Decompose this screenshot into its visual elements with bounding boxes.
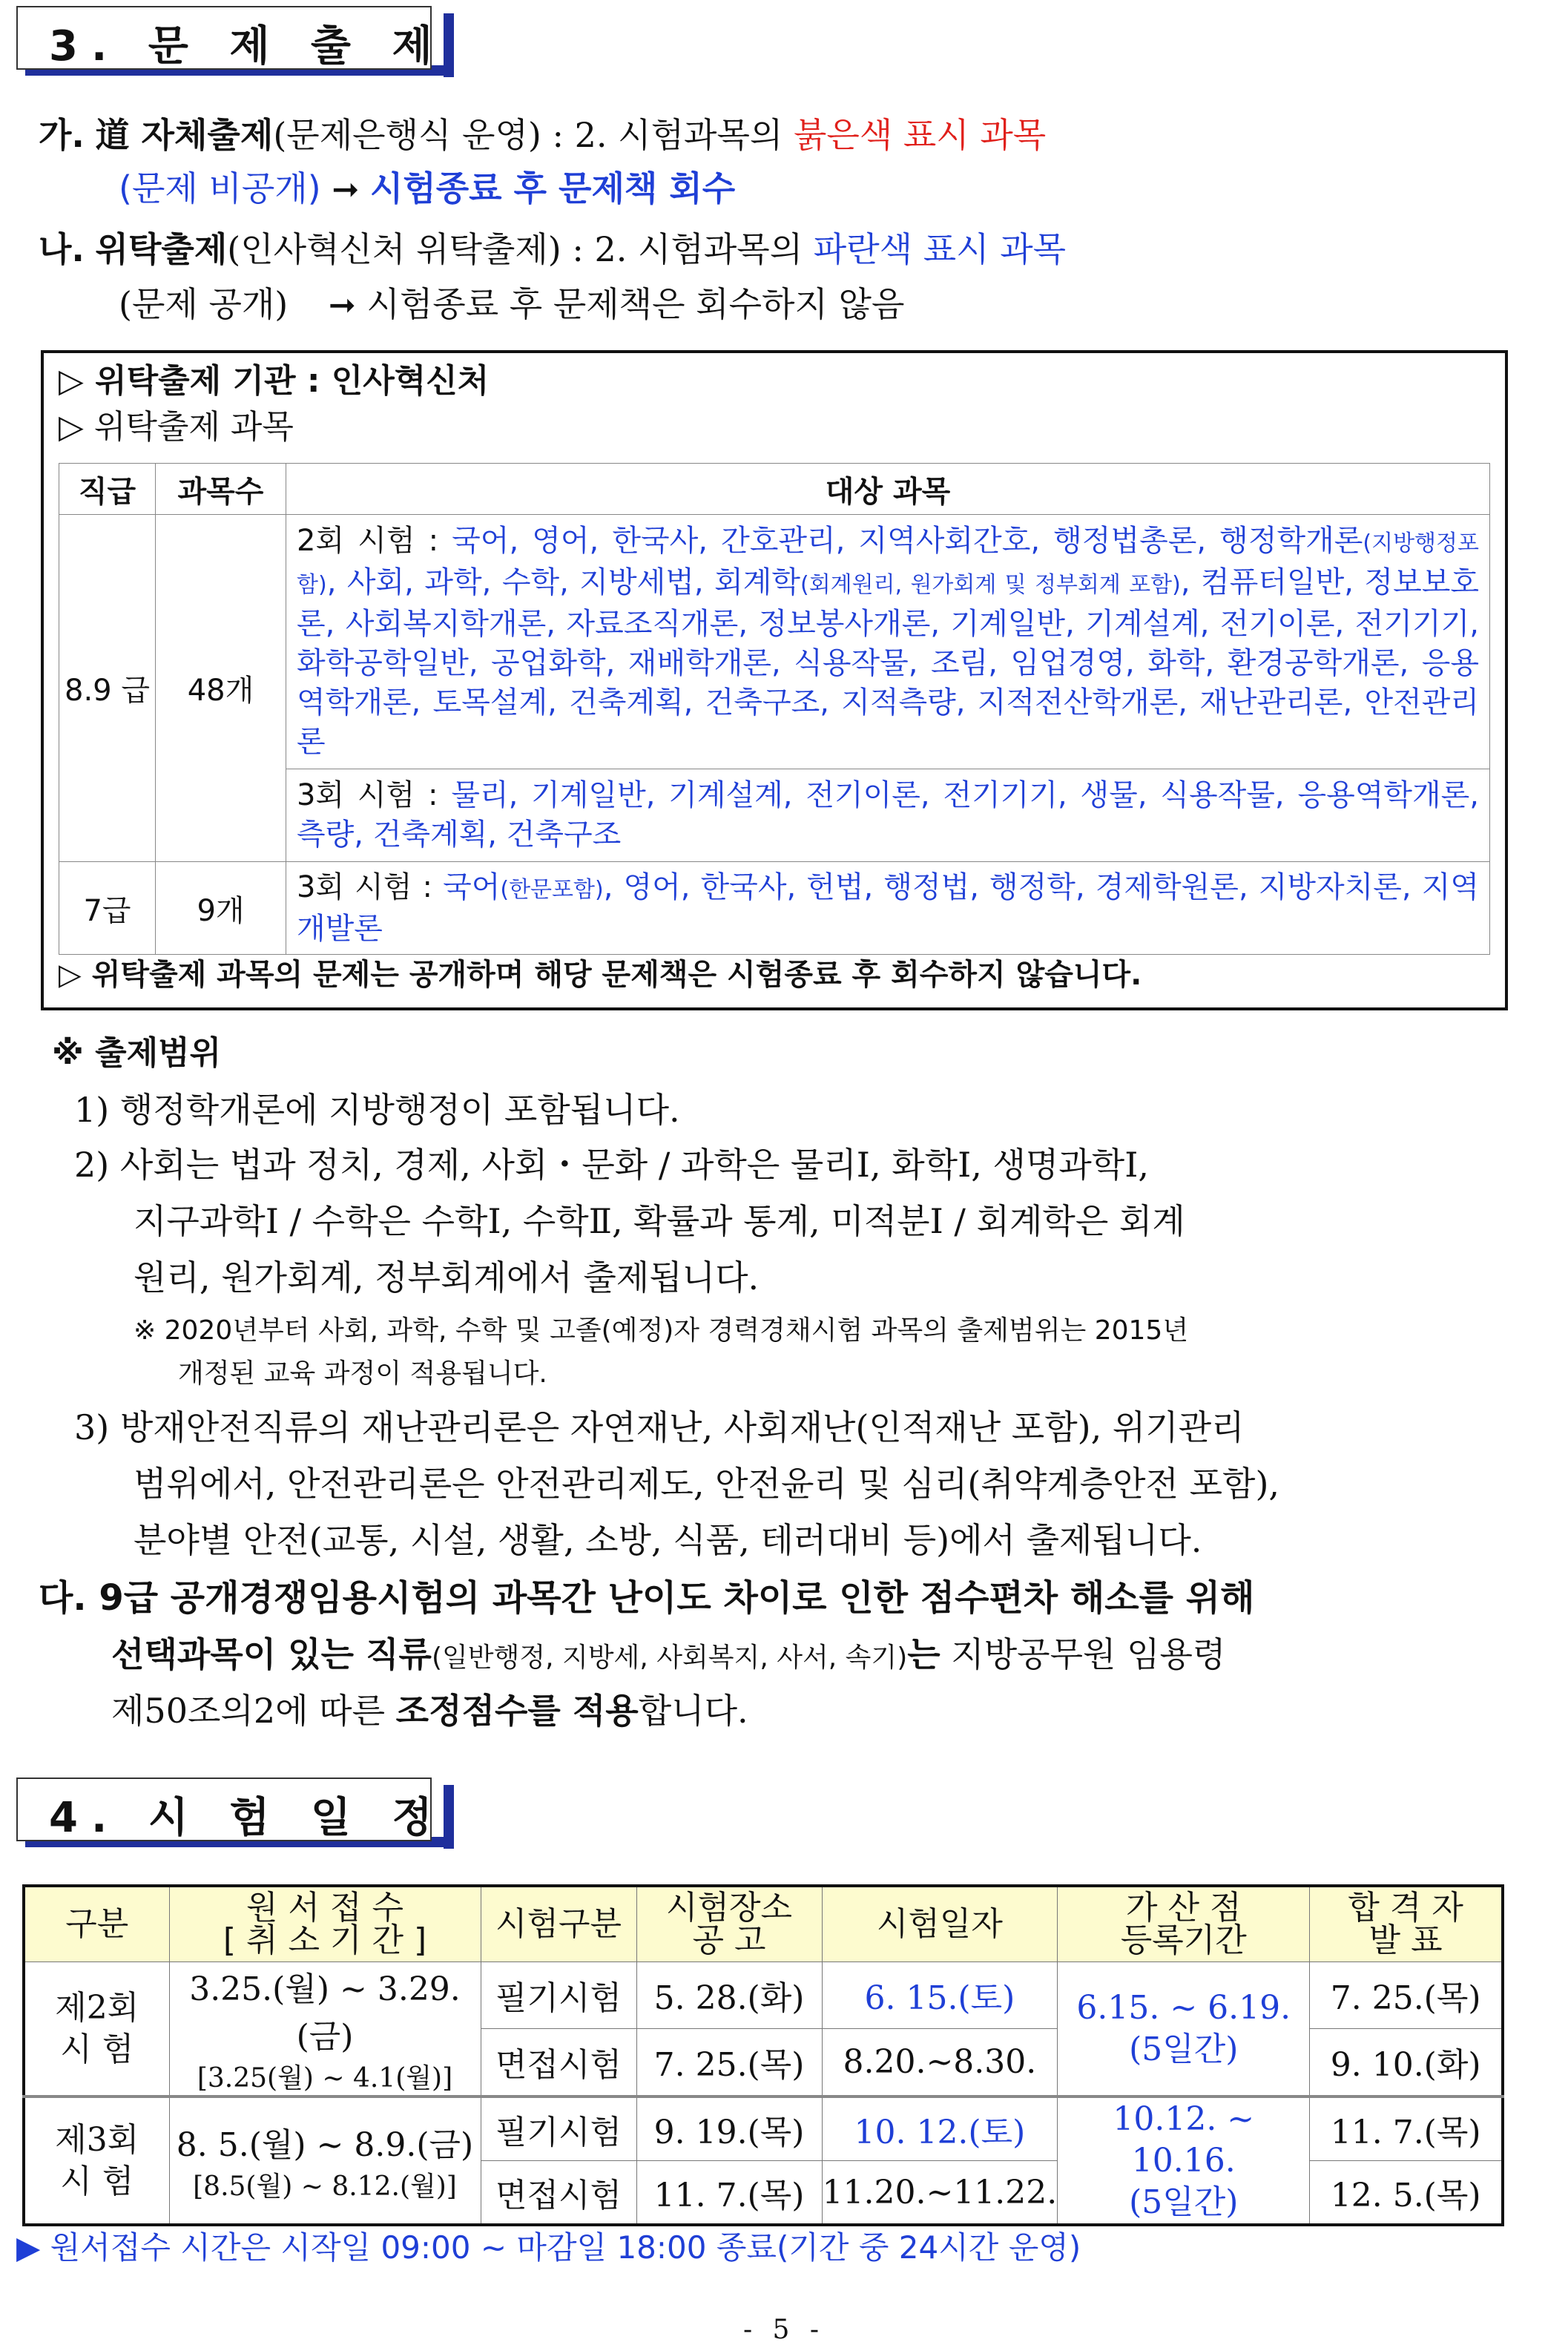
round-cell: 제2회 시 험 (24, 1962, 169, 2097)
item-da-line2: 선택과목이 있는 직류(일반행정, 지방세, 사회복지, 사서, 속기)는 지방공무원 임용령 (111, 1634, 1226, 1674)
scope-note-2-line1: 2) 사회는 법과 정치, 경제, 사회・문화 / 과학은 물리Ⅰ, 화학Ⅰ, 생명과학Ⅰ, (74, 1145, 1150, 1185)
schedule-note: ▶ 원서접수 시간은 시작일 09:00 ~ 마감일 18:00 종료(기간 중 24시간 운영) (16, 2229, 1081, 2266)
subjects-cell-round3: 3회 시험 : 물리, 기계일반, 기계설계, 전기이론, 전기기기, 생물, 식용작물, 응용역학개론, 측량, 건축계획, 건축구조 (286, 769, 1490, 862)
apply-cell: 3.25.(월) ~ 3.29.(금) [3.25(월) ~ 4.1(월)] (169, 1962, 481, 2097)
item-ga-line2 (119, 166, 735, 212)
item-na-line1 (39, 227, 1066, 272)
scope-note-1: 1) 행정학개론에 지방행정이 포함됩니다. (74, 1090, 680, 1130)
round-cell: 제3회 시 험 (24, 2097, 169, 2225)
table-row (24, 2097, 1503, 2161)
result-cell: 7. 25.(목) (1310, 1962, 1503, 2029)
scope-title: ※ 출제범위 (52, 1034, 222, 1072)
count-cell: 48개 (156, 515, 286, 862)
item-ga-line1 (39, 113, 1046, 157)
item-na-paren: (문제 공개) (119, 284, 289, 324)
section-4-title: 4. 시 험 일 정 (49, 1794, 446, 1842)
scope-note-2-line2: 지구과학Ⅰ / 수학은 수학Ⅰ, 수학Ⅱ, 확률과 통계, 미적분Ⅰ / 회계학은 회계 (134, 1201, 1185, 1241)
header-count: 과목수 (156, 464, 286, 515)
table-row (59, 862, 1490, 955)
header-subjects: 대상 과목 (286, 464, 1490, 515)
subjects-cell-grade7: 3회 시험 : 국어(한문포함), 영어, 한국사, 헌법, 행정법, 행정학, 경제학원론, 지방자치론, 지역개발론 (286, 862, 1490, 955)
venue-cell: 11. 7.(목) (636, 2161, 822, 2226)
section-3-header (16, 6, 446, 70)
date-cell: 6. 15.(토) (822, 1962, 1058, 2029)
section-4-header (16, 1778, 446, 1842)
apply-cell: 8. 5.(월) ~ 8.9.(금) [8.5(월) ~ 8.12.(월)] (169, 2097, 481, 2225)
scope-note-2-sub1: ※ 2020년부터 사회, 과학, 수학 및 고졸(예정)자 경력경채시험 과목의 출제범위는 2015년 (134, 1315, 1189, 1346)
item-ga-paren: (문제 비공개) (119, 168, 321, 208)
page-number: - 5 - (742, 2315, 826, 2345)
header-date: 시험일자 (822, 1886, 1058, 1962)
item-na-prefix: 나. (39, 229, 85, 269)
type-cell: 면접시험 (481, 2028, 636, 2097)
item-na-line2 (119, 282, 904, 328)
venue-cell: 9. 19.(목) (636, 2097, 822, 2161)
bonus-cell: 6.15. ~ 6.19. (5일간) (1058, 1962, 1310, 2097)
date-cell: 10. 12.(토) (822, 2097, 1058, 2161)
arrow-right-icon: ➞ (328, 286, 356, 324)
subjects-cell-round2: 2회 시험 : 국어, 영어, 한국사, 간호관리, 지역사회간호, 행정법총론, 행정학개론(지방행정포함), 사회, 과학, 수학, 지방세법, 회계학(회계원리, 원가회계 및 정부회계 포함), 컴퓨터일반, 정보보호론, 사회복지학개론, 자료조직개론, 정보봉사개론, 기계일반, 기계설계, 전기이론, 전기기기, 화학공학일반, 공업화학, 재배학개론, 식용작물, 조림, 임업경영, 화학, 환경공학개론, 응용역학개론, 토목설계, 건축계획, 건축구조, 지적측량, 지적전산학개론, 재난관리론, 안전관리론 (286, 515, 1490, 769)
header-result: 합 격 자 발 표 (1310, 1886, 1503, 1962)
table-header-row (24, 1886, 1503, 1962)
venue-cell: 7. 25.(목) (636, 2028, 822, 2097)
result-cell: 12. 5.(목) (1310, 2161, 1503, 2226)
agency-line: ▷ 위탁출제 기관 : 인사혁신처 (59, 362, 490, 400)
item-ga-prefix: 가. (39, 115, 85, 155)
count-cell: 9개 (156, 862, 286, 955)
header-round: 구분 (24, 1886, 169, 1962)
table-row (24, 1962, 1503, 2029)
venue-cell: 5. 28.(화) (636, 1962, 822, 2029)
scope-note-2-sub2: 개정된 교육 과정이 적용됩니다. (178, 1358, 547, 1389)
item-na-highlight: 파란색 표시 과목 (813, 229, 1067, 269)
item-ga-highlight: 붉은색 표시 과목 (793, 115, 1047, 155)
box-footer: ▷ 위탁출제 과목의 문제는 공개하며 해당 문제책은 시험종료 후 회수하지 않습니다. (59, 958, 1142, 992)
table-row (59, 515, 1490, 769)
subjects-table (59, 463, 1490, 955)
item-ga-title: 道 자체출제 (95, 115, 274, 155)
scope-note-2-line3: 원리, 원가회계, 정부회계에서 출제됩니다. (134, 1257, 760, 1298)
table-header-row (59, 464, 1490, 515)
grade-cell: 7급 (59, 862, 156, 955)
item-na-result: 시험종료 후 문제책은 회수하지 않음 (366, 284, 905, 324)
scope-note-3-line1: 3) 방재안전직류의 재난관리론은 자연재난, 사회재난(인적재난 포함), 위기관리 (74, 1407, 1245, 1447)
bonus-cell: 10.12. ~ 10.16. (5일간) (1058, 2097, 1310, 2225)
scope-note-3-line2: 범위에서, 안전관리론은 안전관리제도, 안전윤리 및 심리(취약계층안전 포함), (134, 1464, 1280, 1504)
header-grade: 직급 (59, 464, 156, 515)
scope-note-3-line3: 분야별 안전(교통, 시설, 생활, 소방, 식품, 테러대비 등)에서 출제됩니다. (134, 1520, 1202, 1560)
schedule-table (22, 1884, 1504, 2226)
item-da-line1: 다. 9급 공개경쟁임용시험의 과목간 난이도 차이로 인한 점수편차 해소를 위해 (39, 1577, 1255, 1619)
item-ga-desc: (문제은행식 운영) : 2. 시험과목의 (273, 115, 783, 155)
header-bonus: 가 산 점 등록기간 (1058, 1886, 1310, 1962)
header-venue: 시험장소 공 고 (636, 1886, 822, 1962)
result-cell: 9. 10.(화) (1310, 2028, 1503, 2097)
date-cell: 8.20.~8.30. (822, 2028, 1058, 2097)
header-apply: 원 서 접 수 [ 취 소 기 간 ] (169, 1886, 481, 1962)
item-ga-result: 시험종료 후 문제책 회수 (369, 168, 736, 208)
result-cell: 11. 7.(목) (1310, 2097, 1503, 2161)
outsourced-subjects-box (41, 350, 1508, 1010)
arrow-right-icon: ➞ (332, 171, 360, 208)
type-cell: 면접시험 (481, 2161, 636, 2226)
item-na-title: 위탁출제 (95, 229, 228, 269)
grade-cell: 8.9 급 (59, 515, 156, 862)
section-3-title: 3. 문 제 출 제 (49, 22, 446, 70)
item-da-line3: 제50조의2에 따른 조정점수를 적용합니다. (111, 1691, 748, 1731)
play-triangle-icon: ▶ (16, 2229, 41, 2266)
type-cell: 필기시험 (481, 2097, 636, 2161)
item-na-desc: (인사혁신처 위탁출제) : 2. 시험과목의 (227, 229, 803, 269)
type-cell: 필기시험 (481, 1962, 636, 2029)
date-cell: 11.20.~11.22. (822, 2161, 1058, 2226)
header-type: 시험구분 (481, 1886, 636, 1962)
subjects-title: ▷ 위탁출제 과목 (59, 408, 294, 446)
